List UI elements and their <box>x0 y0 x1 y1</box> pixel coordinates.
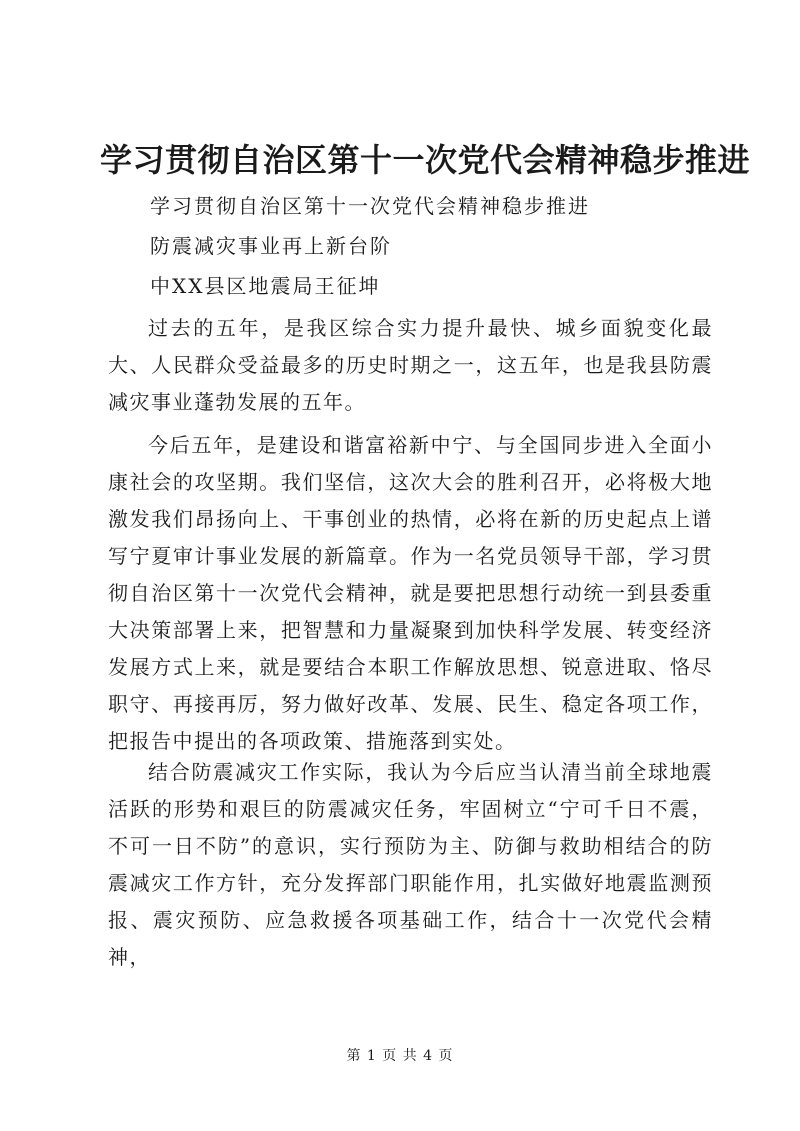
subtitle-line-1: 学习贯彻自治区第十一次党代会精神稳步推进 <box>150 194 590 218</box>
body-paragraph-1: 过去的五年，是我区综合实力提升最快、城乡面貌变化最大、人民群众受益最多的历史时期之一，这五年，也是我县防震减灾事业蓬勃发展的五年。 <box>108 316 713 414</box>
subtitle-line-2: 防震减灾事业再上新台阶 <box>150 234 392 258</box>
page-footer: 第 1 页 共 4 页 <box>346 1048 454 1064</box>
body-paragraph-3: 结合防震减灾工作实际，我认为今后应当认清当前全球地震活跃的形势和艰巨的防震减灾任务，牢固树立“宁可千日不震，不可一日不防”的意识，实行预防为主、防御与救助相结合的防震减灾工作方针，充分发挥部门职能作用，扎实做好地震监测预报、震灾预防、应急救援各项基础工作，结合十一次党代会精神， <box>108 760 713 969</box>
document-title: 学习贯彻自治区第十一次党代会精神稳步推进 <box>100 141 751 179</box>
body-paragraph-2: 今后五年，是建设和谐富裕新中宁、与全国同步进入全面小康社会的攻坚期。我们坚信，这次大会的胜利召开，必将极大地激发我们昂扬向上、干事创业的热情，必将在新的历史起点上谱写宁夏审计事业发展的新篇章。作为一名党员领导干部，学习贯彻自治区第十一次党代会精神，就是要把思想行动统一到县委重大决策部署上来，把智慧和力量凝聚到加快科学发展、转变经济发展方式上来，就是要结合本职工作解放思想、锐意进取、恪尽职守、再接再厉，努力做好改革、发展、民生、稳定各项工作，把报告中提出的各项政策、措施落到实处。 <box>108 433 713 753</box>
author-line: 中XX县区地震局王征坤 <box>150 274 381 298</box>
